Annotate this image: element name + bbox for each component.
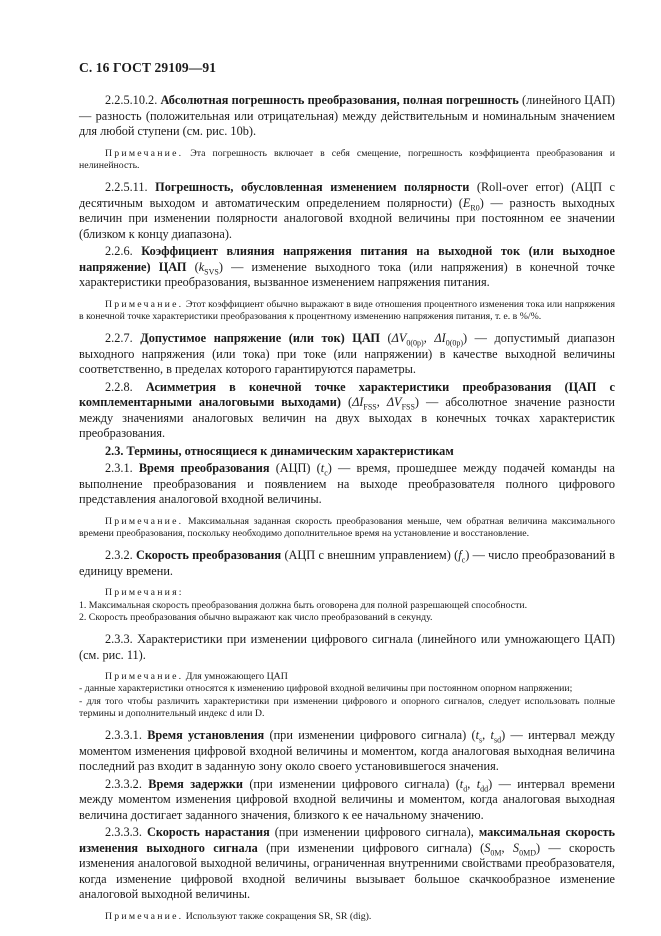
section-2-3-3-2: 2.3.3.2. Время задержки (при изменении цифрового сигнала) ($t_d$, $t_{dd}$) — интервал времени между моментом изменения цифровой входной величины и моментом, когда аналоговая выходная величина достигает заданного значения, близкого к ее начальному значению.	[79, 776, 616, 822]
term: Время установления	[147, 728, 265, 743]
term: Скорость преобразования	[135, 548, 282, 563]
note: Примечание. Для умножающего ЦАП - данные характеристики относятся к изменению цифровой входной величины при постоянном опорном напряжении; - для того чтобы различить характеристики при изменении цифрового и опорного сигналов, следует использовать полные термины и дополнительный индекс d или D.	[79, 671, 615, 720]
term: Время преобразования	[138, 461, 270, 476]
section-heading-2-3: 2.3. Термины, относящиеся к динамическим характеристикам	[105, 443, 454, 458]
section-2-2-7: 2.2.7. Допустимое напряжение (или ток) ЦАП ($\Delta V_{0(0p)}$, $\Delta I_{0(0p)}$) — допустимый диапазон выходного напряжения (или тока) при токе (или напряжении) в качестве выходной величины соответственно, в пределах которого гарантируются параметры.	[79, 331, 615, 377]
note: Примечание. Этот коэффициент обычно выражают в виде отношения процентного изменения тока или напряжения в конечной точке характеристики преобразования к процентному изменению напряжения питания, т. е. в %/%.	[79, 298, 615, 322]
page-header: С. 16 ГОСТ 29109—91	[79, 60, 217, 75]
term: Коэффициент влияния напряжения питания на выходной ток (или выходное напряжение) ЦАП	[79, 244, 616, 274]
section-2-3-1: 2.3.1. Время преобразования (АЦП) $(t_c)$ — время, прошедшее между подачей команды на выполнение преобразования и появлением на выходе преобразователя полного цифрового представления аналоговой входной величины.	[79, 461, 616, 507]
section-2-3-3-3: 2.3.3.3. Скорость нарастания (при изменении цифрового сигнала), максимальная скорость изменения выходного сигнала (при изменении цифрового сигнала) ($S_{0M}$, $S_{0MD}$) — скорость изменения аналоговой выходной величины, ограниченная внутренними свойствами преобразователя, когда изменение цифровой входной величины вызывает большое скачкообразное изменение аналоговой выходной величины.	[79, 825, 615, 902]
section-2-3-3-1: 2.3.3.1. Время установления (при изменении цифрового сигнала) ($t_s$, $t_{sd}$) — интервал между моментом изменения цифровой входной величины и моментом, когда аналоговая выходная величина последний раз входит в заданную зону около своего установившегося значения.	[79, 728, 616, 774]
notes-list	[79, 587, 615, 624]
section-2-3-2: 2.3.2. Скорость преобразования (АЦП с внешним управлением) $(f_c)$ — число преобразований в единицу времени.	[79, 548, 615, 578]
list-item: 1. Максимальная скорость преобразования должна быть оговорена для полной разрешающей способности.	[79, 599, 528, 611]
note: Примечание. Максимальная заданная скорость преобразования меньше, чем обратная величина максимального времени преобразования, поскольку необходимо дополнительное время на установление и восстановление.	[79, 515, 615, 539]
term: Время задержки	[148, 776, 243, 791]
term: Погрешность, обусловленная изменением полярности	[155, 180, 470, 195]
note: Примечание. Используют также сокращения SR, SR (dig).	[105, 910, 372, 922]
section-2-2-8: 2.2.8. Асимметрия в конечной точке характеристики преобразования (ЦАП с комплементарными аналоговыми выходами) ($\Delta I_{FSS}$, $\Delta V_{FSS}$) — абсолютное значение разности между значениями аналоговых величин на двух выходах в конечных точках характеристик преобразования.	[79, 379, 616, 441]
section-2-2-6: 2.2.6. Коэффициент влияния напряжения питания на выходной ток (или выходное напряжение) ЦАП $(k_{SVS})$ — изменение выходного тока (или напряжения) в конечной точке характеристики преобразования, вызванное изменением напряжения питания.	[79, 244, 616, 290]
term: Абсолютная погрешность преобразования, полная погрешность	[160, 93, 519, 107]
note: Примечание. Эта погрешность включает в себя смещение, погрешность коэффициента преобразования и нелинейность.	[79, 147, 615, 171]
document-body	[79, 93, 615, 931]
term: Скорость нарастания	[146, 825, 270, 840]
notes-label: Примечания:	[105, 587, 184, 599]
section-2-3-3: 2.3.3. Характеристики при изменении цифрового сигнала (линейного или умножающего ЦАП) (см. рис. 11).	[79, 632, 615, 662]
section-2-2-5-10-2: 2.2.5.10.2. Абсолютная погрешность преобразования, полная погрешность (линейного ЦАП) — разность (положительная или отрицательная) между действительным и номинальным значением для любой ступени (см. рис. 10b).	[79, 93, 616, 138]
list-item: 2. Скорость преобразования обычно выражают как число преобразований в секунду.	[79, 611, 433, 623]
section-2-2-5-11: 2.2.5.11. Погрешность, обусловленная изменением полярности (Roll-over error) (АЦП с десятичным выходом и автоматическим определением полярности) $(E_{R0})$ — разность выходных величин при изменении полярности аналоговой входной величины при постоянном ее значении (близком к концу диапазона).	[79, 180, 615, 241]
list-item: - данные характеристики относятся к изменению цифровой входной величины при постоянном опорном напряжении;	[79, 683, 573, 695]
term: максимальная скорость изменения выходного сигнала	[79, 825, 615, 855]
term: Асимметрия в конечной точке характеристики преобразования (ЦАП с комплементарными аналоговыми выходами)	[79, 379, 616, 410]
term: Допустимое напряжение (или ток) ЦАП	[140, 331, 380, 346]
list-item: - для того чтобы различить характеристики при изменении цифрового и опорного сигналов, следует использовать полные термины и дополнительный индекс d или D.	[79, 695, 615, 720]
